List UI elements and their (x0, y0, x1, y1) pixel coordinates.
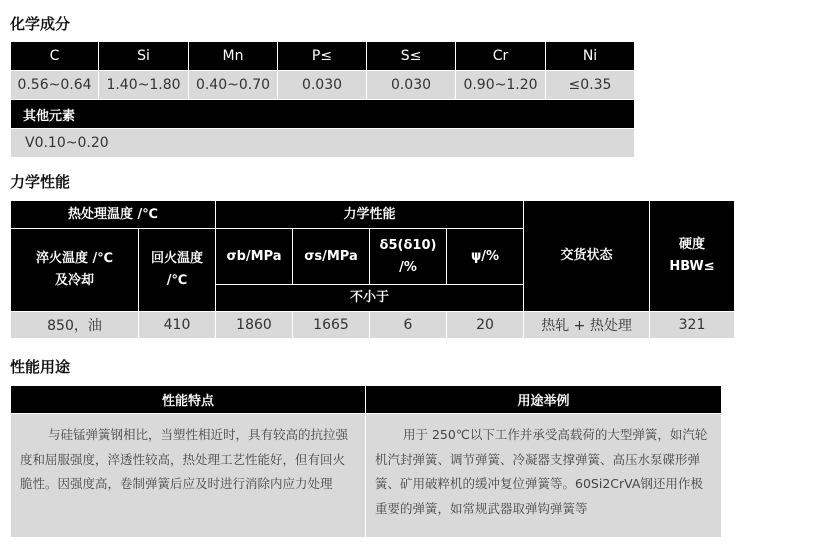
hardness-header-line2: HBW≤ (669, 259, 715, 274)
temper-temp-header (139, 229, 216, 312)
chem-header-c: C (11, 42, 99, 71)
hardness-header (650, 201, 735, 312)
temper-header-line2: /℃ (166, 273, 188, 288)
features-header: 性能特点 (11, 386, 366, 414)
chem-value-p: 0.030 (278, 71, 367, 100)
temper-value: 410 (139, 312, 216, 339)
features-text-cell (11, 414, 366, 538)
chem-other-elements-value: V0.10~0.20 (11, 129, 635, 158)
usage-text-row (11, 414, 722, 538)
chem-value-ni: ≤0.35 (546, 71, 635, 100)
heat-treatment-header: 热处理温度 /℃ (11, 201, 216, 229)
delta-header-line2: /% (399, 259, 417, 275)
mech-section-title: 力学性能 (10, 173, 71, 191)
chem-header-s: S≤ (367, 42, 456, 71)
delta-header (370, 229, 447, 285)
chem-header-cr: Cr (456, 42, 546, 71)
chem-value-cr: 0.90~1.20 (456, 71, 546, 100)
usage-table (10, 385, 722, 538)
chem-section-title: 化学成分 (10, 15, 71, 33)
delivery-state-value: 热轧 + 热处理 (524, 312, 650, 339)
quench-temp-header (11, 229, 139, 312)
psi-header: ψ/% (447, 229, 524, 285)
delivery-state-header: 交货状态 (524, 201, 650, 312)
applications-text: 用于 250℃以下工作并承受高载荷的大型弹簧，如汽轮机汽封弹簧、调节弹簧、冷凝器支撑弹簧、高压水泵碟形弹簧、矿用破粹机的缓冲复位弹簧等。60Si2CrVA钢还用作极重要的弹簧，如常规武器取弹钩弹簧等 (375, 427, 708, 516)
mech-value-row (11, 312, 735, 339)
mech-properties-header: 力学性能 (216, 201, 524, 229)
chem-header-p: P≤ (278, 42, 367, 71)
sigma-s-header: σs/MPa (293, 229, 370, 285)
usage-header-row (11, 386, 722, 414)
features-text: 与硅锰弹簧钢相比，当塑性相近时，具有较高的抗拉强度和屈服强度，淬透性较高，热处理工艺性能好，但有回火脆性。因强度高，卷制弹簧后应及时进行消除内应力处理 (20, 427, 349, 491)
chem-value-row (11, 71, 635, 100)
chem-header-ni: Ni (546, 42, 635, 71)
quench-value: 850，油 (11, 312, 139, 339)
quench-header-line1: 淬火温度 /℃ (35, 251, 114, 266)
chem-other-elements-header: 其他元素 (11, 100, 635, 129)
delta-value: 6 (370, 312, 447, 339)
hardness-value: 321 (650, 312, 735, 339)
chemical-composition-table (10, 41, 635, 158)
applications-text-cell (366, 414, 722, 538)
sigma-b-value: 1860 (216, 312, 293, 339)
chem-other-header-row (11, 100, 635, 129)
mechanical-properties-table (10, 200, 735, 339)
delta-header-line1: δ5(δ10) (379, 237, 437, 253)
chem-header-mn: Mn (189, 42, 278, 71)
sigma-b-header: σb/MPa (216, 229, 293, 285)
mech-header-row-1 (11, 201, 735, 229)
chem-value-mn: 0.40~0.70 (189, 71, 278, 100)
usage-section-title: 性能用途 (10, 358, 71, 376)
sigma-s-value: 1665 (293, 312, 370, 339)
chem-other-value-row (11, 129, 635, 158)
hardness-header-line1: 硬度 (679, 237, 706, 252)
chem-value-si: 1.40~1.80 (99, 71, 189, 100)
chem-header-si: Si (99, 42, 189, 71)
not-less-than-header: 不小于 (216, 285, 524, 312)
chem-value-c: 0.56~0.64 (11, 71, 99, 100)
chem-value-s: 0.030 (367, 71, 456, 100)
psi-value: 20 (447, 312, 524, 339)
quench-header-line2: 及冷却 (54, 273, 94, 288)
applications-header: 用途举例 (366, 386, 722, 414)
temper-header-line1: 回火温度 (150, 251, 203, 266)
chem-header-row (11, 42, 635, 71)
